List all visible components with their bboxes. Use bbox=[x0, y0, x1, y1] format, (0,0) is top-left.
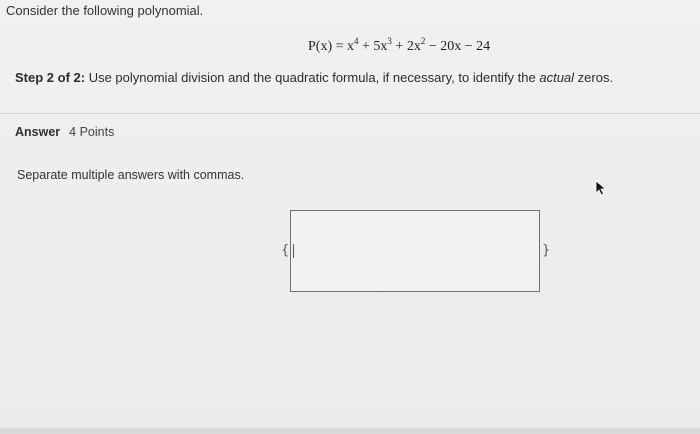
step-label: Step 2 of 2: bbox=[15, 70, 86, 85]
step-text-before: Use polynomial division and the quadratic formula, if necessary, to identify the bbox=[85, 70, 540, 85]
text-caret bbox=[293, 244, 294, 258]
eq-term-3: + 2x bbox=[391, 39, 421, 54]
polynomial-equation bbox=[308, 36, 490, 55]
section-divider bbox=[0, 113, 700, 114]
answer-input[interactable] bbox=[290, 210, 540, 292]
answer-instructions: Separate multiple answers with commas. bbox=[17, 168, 245, 182]
answer-points: 4 Points bbox=[69, 125, 115, 139]
eq-exp-2: 2 bbox=[420, 36, 426, 46]
eq-lhs: P(x) = x bbox=[308, 39, 355, 54]
step-instruction bbox=[15, 70, 613, 85]
close-brace: } bbox=[542, 243, 551, 258]
question-intro: Consider the following polynomial. bbox=[6, 3, 204, 18]
answer-label: Answer bbox=[15, 125, 61, 139]
open-brace: { bbox=[281, 243, 290, 258]
eq-exp-4: 4 bbox=[354, 36, 359, 46]
page-bottom-edge bbox=[0, 428, 700, 434]
step-text-after: zeros. bbox=[574, 70, 614, 85]
eq-exp-3: 3 bbox=[387, 36, 392, 46]
mouse-pointer-icon bbox=[595, 180, 607, 201]
step-emphasis: actual bbox=[539, 70, 575, 85]
eq-term-4: − 20x − 24 bbox=[425, 39, 491, 54]
eq-term-2: + 5x bbox=[358, 39, 388, 54]
answer-header bbox=[15, 125, 114, 139]
